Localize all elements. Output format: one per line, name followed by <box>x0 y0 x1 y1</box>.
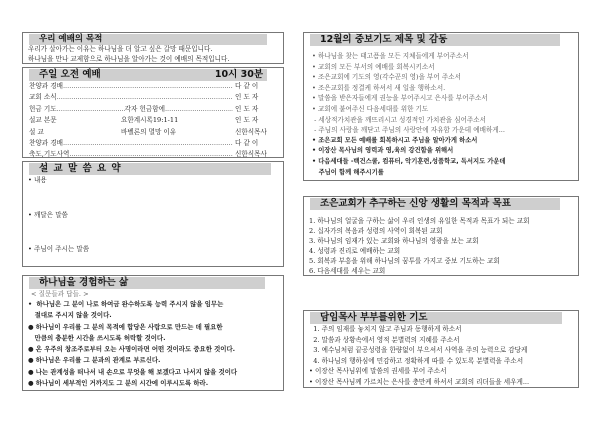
sunday-service-box <box>22 67 284 158</box>
intercession-item: • 교회에 붙여주신 다음세대를 위한 기도 <box>312 104 429 113</box>
experience-item: ● 나는 관계성을 떠나서 내 손으로 무엇을 해 보겠다고 나서지 않을 것이다 <box>28 367 238 376</box>
purpose-line: 우리가 살아가는 이유는 하나님을 더 알고 싶은 갈망 때문입니다. <box>28 45 213 53</box>
pastor-prayer-box <box>303 310 579 388</box>
goal-item: 3. 하나님의 임재가 있는 교회와 하나님의 영광을 보는 교회 <box>309 237 479 245</box>
worship-purpose-title: 우리 예배의 목적 <box>29 34 267 45</box>
experience-item: 만큼의 충분한 시간을 쓰시도록 허락할 것이다. <box>28 333 166 342</box>
service-leader: 인 도 자 <box>235 104 259 113</box>
purpose-line: 하나님을 만나 교제함으로 하나님을 알아가는 것이 예배의 목적입니다. <box>28 54 230 63</box>
service-row <box>23 127 283 138</box>
experiencing-god-title: 하나님을 경험하는 삶 <box>29 277 265 289</box>
experience-item: ● 하나님이 우리를 그 분의 목적에 합당은 사람으로 만드는 데 필요한 <box>28 322 223 331</box>
church-goals-box <box>303 196 579 276</box>
worship-purpose-box <box>22 32 284 64</box>
service-row <box>23 104 283 115</box>
sunday-service-header <box>29 69 267 81</box>
service-item: 설교 본문 <box>29 116 57 125</box>
leader-dots <box>57 104 125 115</box>
service-time: 10시 30분 <box>214 69 263 80</box>
experience-subtitle: < 질문들과 답들. > <box>31 290 89 298</box>
pastor-prayer-item: 4. 하나님의 행하심에 민감하고 정확하게 따를 수 있도록 분별력을 주소서 <box>309 356 524 365</box>
experience-item: • 하나님은 그 분이 나로 하여금 완수하도록 능력 주시지 않을 임무는 <box>28 300 224 308</box>
service-item: 축도,기도사역 <box>29 150 70 159</box>
pastor-prayer-item: 3. 예수님처럼 끝공성령을 한량없이 부으셔서 사역을 주의 능력으로 감당케 <box>309 346 528 354</box>
intercession-item: • 조은교회를 정결케 하셔서 새 일을 행하소서. <box>312 83 446 92</box>
intercession-item: 주님이 함께 해주시기를 <box>312 168 384 176</box>
experience-item: ● 하나님은 우리를 그 분과의 관계로 부르신다. <box>28 356 161 365</box>
service-detail: 요한계시록19:1-11 <box>121 116 179 125</box>
leader-dots <box>63 138 233 149</box>
service-row <box>23 92 283 103</box>
summary-item-content: • 내용 <box>28 176 47 184</box>
service-leader: 인 도 자 <box>235 116 259 125</box>
service-row <box>23 115 283 126</box>
service-item: 교회 소식 <box>29 93 57 102</box>
service-item: 찬양과 경배 <box>29 82 63 90</box>
leader-dots <box>69 149 233 160</box>
intercession-item: • 다음세대들 -백건스쿨, 컴퓨터, 악기훈련,성품학교, 독서지도 가운데 <box>312 157 506 165</box>
goal-item: 2. 십자가의 복음과 성령의 사역이 회복된 교회 <box>309 227 443 235</box>
service-leader: 인 도 자 <box>235 93 259 102</box>
leader-dots <box>165 104 233 115</box>
service-note: 각자 헌금함에 <box>124 104 165 113</box>
sermon-summary-box <box>22 161 284 267</box>
intercession-item: • 말씀을 받은자들에게 권능을 부어주시고 은사를 부어주소서 <box>312 94 488 103</box>
intercession-box <box>303 32 579 181</box>
goal-item: 5. 회복과 부흥을 위해 하나님의 꿈투를 가지고 중보 기도하는 교회 <box>309 257 500 265</box>
church-goals-title: 조은교회가 추구하는 신앙 생활의 목적과 목표 <box>310 198 560 210</box>
pastor-prayer-item: • 이장산 목사님께 가르치는 은사를 충만케 하셔서 교회의 리더들을 세우게... <box>309 377 530 386</box>
pastor-prayer-item: 1. 주의 임재를 놓치지 않고 주님과 동행하게 하소서 <box>309 325 462 333</box>
leader-dots <box>63 81 233 92</box>
service-item: 헌금 기도 <box>29 104 57 113</box>
summary-item-lord-word: • 주님이 주시는 말씀 <box>28 245 90 253</box>
pastor-prayer-title: 담임목사 부부를위한 기도 <box>310 312 562 324</box>
experience-item: ● 하나님이 세부적인 거까지도 그 분의 시간에 이루시도록 하라. <box>28 379 209 388</box>
intercession-item: • 하나님을 찾는 태고픔을 모든 지체들에게 부어주소서 <box>312 52 469 60</box>
experience-item: ● 온 우주의 창조주로부터 오는 사명이라면 어떤 것이라도 중요한 것이다. <box>28 345 236 354</box>
goal-item: 6. 다음세대를 세우는 교회 <box>309 267 386 275</box>
service-leader: 다 같 이 <box>235 82 259 90</box>
intercession-item: • 교회의 모든 부서의 예배를 회복시키소서 <box>312 62 435 71</box>
goal-item: 1. 하나님의 얼굴을 구하는 삶이 우리 인생의 유일한 목적과 목표가 되는 교회 <box>309 217 530 225</box>
service-item: 설 교 <box>29 127 44 136</box>
service-row <box>23 81 283 92</box>
intercession-item: • 이장산 목사님의 영력과 영,육의 강건함을 위해서 <box>312 147 454 155</box>
goal-item: 4. 성령과 진리로 예배하는 교회 <box>309 247 401 255</box>
service-detail: 바벨론의 멸망 이유 <box>121 127 177 136</box>
experiencing-god-box <box>22 275 284 391</box>
intercession-item: • 조은교회 모든 예배를 회복하시고 주님을 알아가게 하소서 <box>312 136 478 144</box>
intercession-title: 12월의 중보기도 제목 및 감동 <box>310 34 560 46</box>
pastor-prayer-item: • 이장산 목사님위에 말씀의 권세를 부어 주소서 <box>309 367 447 375</box>
service-row <box>23 149 283 160</box>
service-item: 찬양과 경배 <box>29 139 63 148</box>
leader-dots <box>57 92 233 103</box>
intercession-item: - 세상적가치관을 깨뜨리시고 성경적인 가치관을 심어주소서 <box>312 115 487 124</box>
service-leader: 다 같 이 <box>235 139 259 148</box>
service-leader: 신한식목사 <box>235 150 267 159</box>
pastor-prayer-item: 2. 말씀과 상황속에서 영적 분별력의 지혜를 주소서 <box>309 335 460 344</box>
intercession-item: - 주님의 사랑을 깨닫고 주님의 사랑안에 자유함 가운데 예배하게... <box>312 126 505 135</box>
service-title: 주일 오전 예배 <box>39 69 101 80</box>
experience-item: 절대로 주시지 않을 것이다. <box>28 311 112 320</box>
intercession-item: • 조은교회에 기도의 영(각수꾼의 영)을 부어 주소서 <box>312 73 462 82</box>
service-leader: 신한식목사 <box>235 127 267 136</box>
service-row <box>23 138 283 149</box>
summary-item-realized: • 깨달은 말씀 <box>28 211 68 219</box>
sermon-summary-title: 설 교 말 씀 요 약 <box>29 163 271 175</box>
